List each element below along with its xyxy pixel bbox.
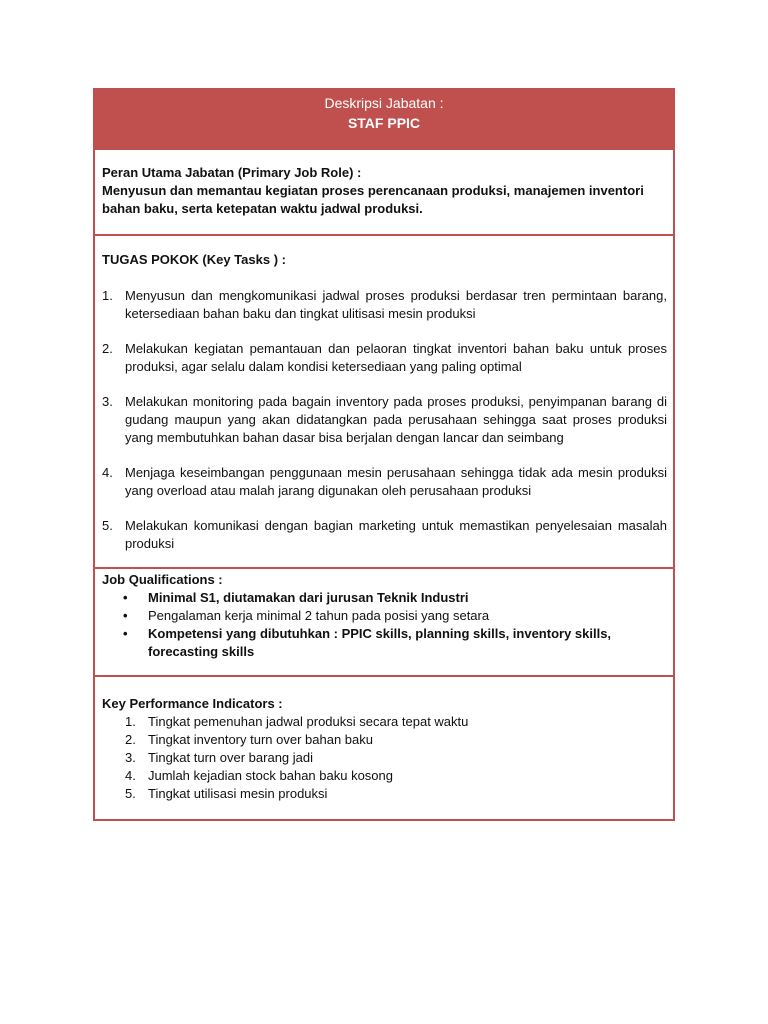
kpi-heading: Key Performance Indicators :	[102, 696, 283, 711]
header-cell	[94, 89, 674, 149]
kpi-text: Tingkat turn over barang jadi	[148, 750, 314, 765]
primary-role-text: Menyusun dan memantau kegiatan proses perencanaan produksi, manajemen inventori bahan baku, serta ketepatan waktu jadwal produksi.	[102, 183, 644, 216]
key-task-number: 5.	[102, 518, 113, 533]
kpi-text: Tingkat utilisasi mesin produksi	[148, 786, 328, 801]
job-qualifications-heading: Job Qualifications :	[102, 572, 223, 587]
kpi-item	[102, 749, 667, 767]
key-task-item	[102, 340, 667, 376]
key-task-text: Melakukan monitoring pada bagain inventory pada proses produksi, penyimpanan barang di gudang maupun yang akan didatangkan pada perusahaan sehingga saat proses produksi yang membutuhkan bahan dasar bisa berjalan dengan lancar dan seimbang	[125, 394, 667, 445]
document-title: Deskripsi Jabatan :	[324, 95, 444, 111]
qualification-text: Pengalaman kerja minimal 2 tahun pada posisi yang setara	[148, 608, 490, 623]
kpi-text: Tingkat inventory turn over bahan baku	[148, 732, 373, 747]
key-task-text: Melakukan komunikasi dengan bagian marketing untuk memastikan penyelesaian masalah produksi	[125, 518, 667, 551]
job-description-table	[93, 88, 675, 821]
qualification-text: Kompetensi yang dibutuhkan : PPIC skills, planning skills, inventory skills, forecasting skills	[148, 626, 612, 659]
key-task-text: Menyusun dan mengkomunikasi jadwal proses produksi berdasar tren permintaan barang, ketersediaan bahan baku dan tingkat ulitisasi mesin produksi	[125, 288, 667, 321]
kpi-number: 2.	[125, 732, 136, 747]
kpi-number: 5.	[125, 786, 136, 801]
qualification-item	[102, 607, 667, 625]
key-tasks-list	[102, 287, 667, 553]
kpi-number: 1.	[125, 714, 136, 729]
key-task-item	[102, 393, 667, 447]
qualification-text: Minimal S1, diutamakan dari jurusan Teknik Industri	[148, 590, 469, 605]
key-task-number: 4.	[102, 465, 113, 480]
key-tasks-section	[94, 235, 674, 568]
kpi-item	[102, 785, 667, 803]
kpi-number: 4.	[125, 768, 136, 783]
qualification-item	[102, 589, 667, 607]
primary-role-section	[94, 149, 674, 235]
job-title: STAF PPIC	[347, 115, 421, 131]
key-task-text: Menjaga keseimbangan penggunaan mesin perusahaan sehingga tidak ada mesin produksi yang overload atau malah jarang digunakan oleh perusahaan produksi	[125, 465, 667, 498]
key-task-item	[102, 517, 667, 553]
kpi-item	[102, 767, 667, 785]
key-task-text: Melakukan kegiatan pemantauan dan pelaoran tingkat inventori bahan baku untuk proses produksi, agar selalu dalam kondisi ketersediaan yang paling optimal	[125, 341, 667, 374]
job-qualifications-list	[102, 589, 667, 661]
key-task-number: 3.	[102, 394, 113, 409]
kpi-number: 3.	[125, 750, 136, 765]
key-task-number: 2.	[102, 341, 113, 356]
job-qualifications-section	[94, 568, 674, 676]
key-task-item	[102, 287, 667, 323]
bullet-icon: •	[123, 608, 128, 623]
qualification-item	[102, 625, 667, 661]
key-task-item	[102, 464, 667, 500]
key-task-number: 1.	[102, 288, 113, 303]
bullet-icon: •	[123, 590, 128, 605]
kpi-text: Jumlah kejadian stock bahan baku kosong	[148, 768, 393, 783]
kpi-list	[102, 713, 667, 803]
bullet-icon: •	[123, 626, 128, 641]
kpi-text: Tingkat pemenuhan jadwal produksi secara tepat waktu	[148, 714, 469, 729]
kpi-item	[102, 731, 667, 749]
key-tasks-heading: TUGAS POKOK (Key Tasks ) :	[102, 252, 286, 267]
primary-role-label: Peran Utama Jabatan (Primary Job Role) :	[102, 165, 362, 180]
kpi-item	[102, 713, 667, 731]
kpi-section	[94, 676, 674, 820]
